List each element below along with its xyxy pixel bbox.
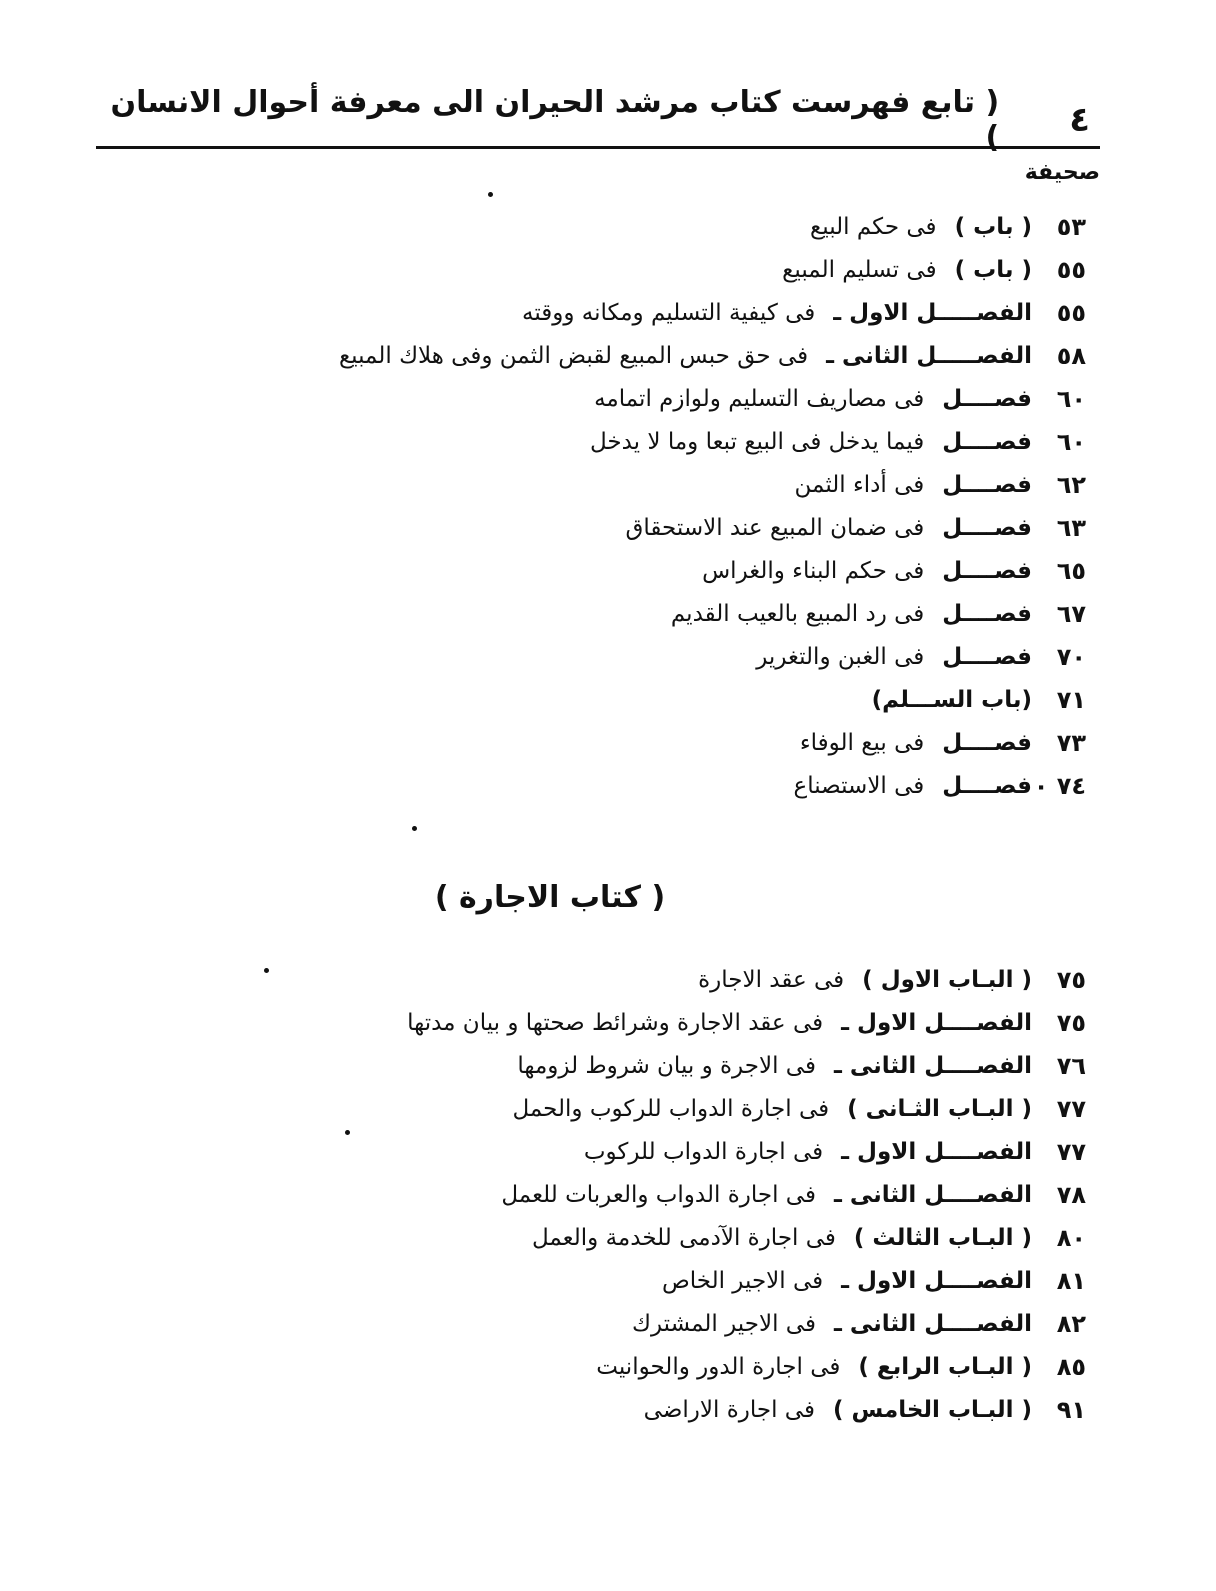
toc-entry-label: فصــــل (942, 557, 1032, 584)
toc-entry (136, 1044, 1086, 1087)
toc-entry (136, 334, 1086, 377)
toc-page-number: ٧١ (1056, 685, 1086, 714)
toc-entry-title: فى اجارة الدواب للركوب والحمل (512, 1095, 830, 1122)
toc-entry (136, 1259, 1086, 1302)
page-number: ٤ (1069, 100, 1090, 140)
toc-entry-label: فصــــل (942, 772, 1032, 799)
page-header (100, 85, 1090, 155)
toc-entry (136, 1216, 1086, 1259)
toc-entry-label: (باب الســـلم) (871, 686, 1032, 713)
toc-entry (136, 291, 1086, 334)
print-speck (264, 968, 269, 973)
toc-section-lease (136, 958, 1086, 1431)
toc-page-number: ٥٣ (1056, 212, 1086, 241)
toc-entry (136, 377, 1086, 420)
toc-entry-title: فى اجارة الدواب والعربات للعمل (501, 1181, 816, 1208)
toc-entry-label: الفصــــل الاول ـ (841, 1138, 1032, 1165)
toc-page-number: ٩١ (1056, 1395, 1086, 1424)
toc-entry-title: فى حكم البناء والغراس (702, 557, 925, 584)
toc-entry (136, 1001, 1086, 1044)
toc-entry-title: فى مصاريف التسليم ولوازم اتمامه (594, 385, 925, 412)
toc-entry-title: فى حق حبس المبيع لقبض الثمن وفى هلاك المبيع (338, 342, 809, 369)
toc-entry-label: ( البـاب الخامس ) (832, 1396, 1032, 1423)
toc-entry-label: الفصــــل الثانى ـ (833, 1052, 1032, 1079)
toc-entry (136, 678, 1086, 721)
toc-entry-title: فى بيع الوفاء (799, 729, 925, 756)
toc-entry (136, 1345, 1086, 1388)
toc-entry-title: فى ضمان المبيع عند الاستحقاق (625, 514, 925, 541)
toc-entry-label: الفصــــل الثانى ـ (833, 1181, 1032, 1208)
toc-entry (136, 1130, 1086, 1173)
toc-page-number: ٧٥ (1056, 1008, 1086, 1037)
page-column-label: صحيفة (1024, 160, 1100, 185)
toc-entry-label: فصــــل (942, 643, 1032, 670)
toc-entry-title: فى كيفية التسليم ومكانه ووقته (522, 299, 816, 326)
toc-entry-title: فى الاستصناع (793, 772, 925, 799)
toc-entry (136, 205, 1086, 248)
toc-page-number: ٦٧ (1056, 599, 1086, 628)
toc-entry (136, 1302, 1086, 1345)
toc-page-number: ٥٨ (1056, 341, 1086, 370)
toc-entry (136, 463, 1086, 506)
toc-entry (136, 958, 1086, 1001)
toc-entry-label: ( البـاب الثالث ) (853, 1224, 1032, 1251)
toc-entry-title: فى رد المبيع بالعيب القديم (670, 600, 925, 627)
toc-page-number: ٦٢ (1056, 470, 1086, 499)
toc-page-number: ٨٠ (1056, 1223, 1086, 1252)
toc-page-number: ٨٢ (1056, 1309, 1086, 1338)
toc-entry-label: الفصـــــل الثانى ـ (826, 342, 1032, 369)
print-speck (345, 1130, 350, 1135)
toc-page-number: ٧٤ ٠ (1033, 771, 1086, 800)
toc-entry (136, 549, 1086, 592)
toc-entry (136, 506, 1086, 549)
toc-entry-label: الفصــــل الاول ـ (841, 1009, 1032, 1036)
toc-entry-title: فى الاجير المشترك (632, 1310, 816, 1337)
print-speck (412, 826, 417, 831)
toc-entry-title: فى الغبن والتغرير (756, 643, 925, 670)
toc-entry-label: فصــــل (942, 428, 1032, 455)
toc-entry-title: فيما يدخل فى البيع تبعا وما لا يدخل (589, 428, 925, 455)
toc-entry-title: فى اجارة الآدمى للخدمة والعمل (531, 1224, 836, 1251)
toc-entry (136, 420, 1086, 463)
toc-page-number: ٧٦ (1056, 1051, 1086, 1080)
toc-entry-title: فى أداء الثمن (794, 471, 925, 498)
toc-page-number: ٦٠ (1056, 427, 1086, 456)
toc-entry (136, 721, 1086, 764)
toc-page-number: ٧٣ (1056, 728, 1086, 757)
book-heading: ( كتاب الاجارة ) (434, 880, 666, 915)
toc-page-number: ٧٧ (1056, 1094, 1086, 1123)
toc-entry-title: فى حكم البيع (810, 213, 937, 240)
toc-entry-label: فصــــل (942, 514, 1032, 541)
toc-entry-label: الفصــــل الاول ـ (841, 1267, 1032, 1294)
toc-entry-title: فى الاجرة و بيان شروط لزومها (517, 1052, 816, 1079)
toc-entry-label: فصــــل (942, 729, 1032, 756)
toc-entry-label: ( البـاب الرابع ) (858, 1353, 1032, 1380)
toc-entry (136, 1087, 1086, 1130)
toc-entry-title: فى عقد الاجارة (698, 966, 845, 993)
toc-entry (136, 248, 1086, 291)
toc-page-number: ٦٠ (1056, 384, 1086, 413)
toc-page-number: ٧٥ (1056, 965, 1086, 994)
toc-entry-title: فى اجارة الدواب للركوب (583, 1138, 824, 1165)
toc-page-number: ٥٥ (1056, 298, 1086, 327)
toc-entry (136, 635, 1086, 678)
toc-page-number: ٦٣ (1056, 513, 1086, 542)
toc-page-number: ٨٥ (1056, 1352, 1086, 1381)
toc-page-number: ٧٧ (1056, 1137, 1086, 1166)
toc-entry (136, 1388, 1086, 1431)
toc-entry-title: فى عقد الاجارة وشرائط صحتها و بيان مدتها (407, 1009, 824, 1036)
toc-entry-title: فى اجارة الدور والحوانيت (596, 1353, 841, 1380)
toc-entry-label: فصــــل (942, 385, 1032, 412)
toc-entry-title: فى الاجير الخاص (661, 1267, 824, 1294)
toc-page-number: ٧٨ (1056, 1180, 1086, 1209)
print-speck (488, 192, 493, 197)
toc-entry-label: الفصــــل الثانى ـ (833, 1310, 1032, 1337)
toc-entry-label: فصــــل (942, 600, 1032, 627)
running-title: ( تابع فهرست كتاب مرشد الحيران الى معرفة أحوال الانسان ) (110, 85, 1000, 155)
toc-entry-title: فى تسليم المبيع (782, 256, 937, 283)
toc-page-number: ٦٥ (1056, 556, 1086, 585)
toc-entry-title: فى اجارة الاراضى (643, 1396, 815, 1423)
toc-entry-label: ( باب ) (954, 213, 1032, 240)
toc-section-sales (136, 205, 1086, 807)
toc-page-number: ٨١ (1056, 1266, 1086, 1295)
toc-entry (136, 592, 1086, 635)
toc-entry-label: ( البـاب الاول ) (862, 966, 1032, 993)
toc-page-number: ٥٥ (1056, 255, 1086, 284)
toc-page-number: ٧٠ (1056, 642, 1086, 671)
toc-entry-label: الفصـــــل الاول ـ (833, 299, 1032, 326)
header-divider (96, 146, 1100, 149)
toc-entry (136, 1173, 1086, 1216)
toc-entry-label: ( باب ) (954, 256, 1032, 283)
toc-entry-label: فصــــل (942, 471, 1032, 498)
toc-entry-label: ( البـاب الثـانى ) (847, 1095, 1032, 1122)
toc-entry (136, 764, 1086, 807)
